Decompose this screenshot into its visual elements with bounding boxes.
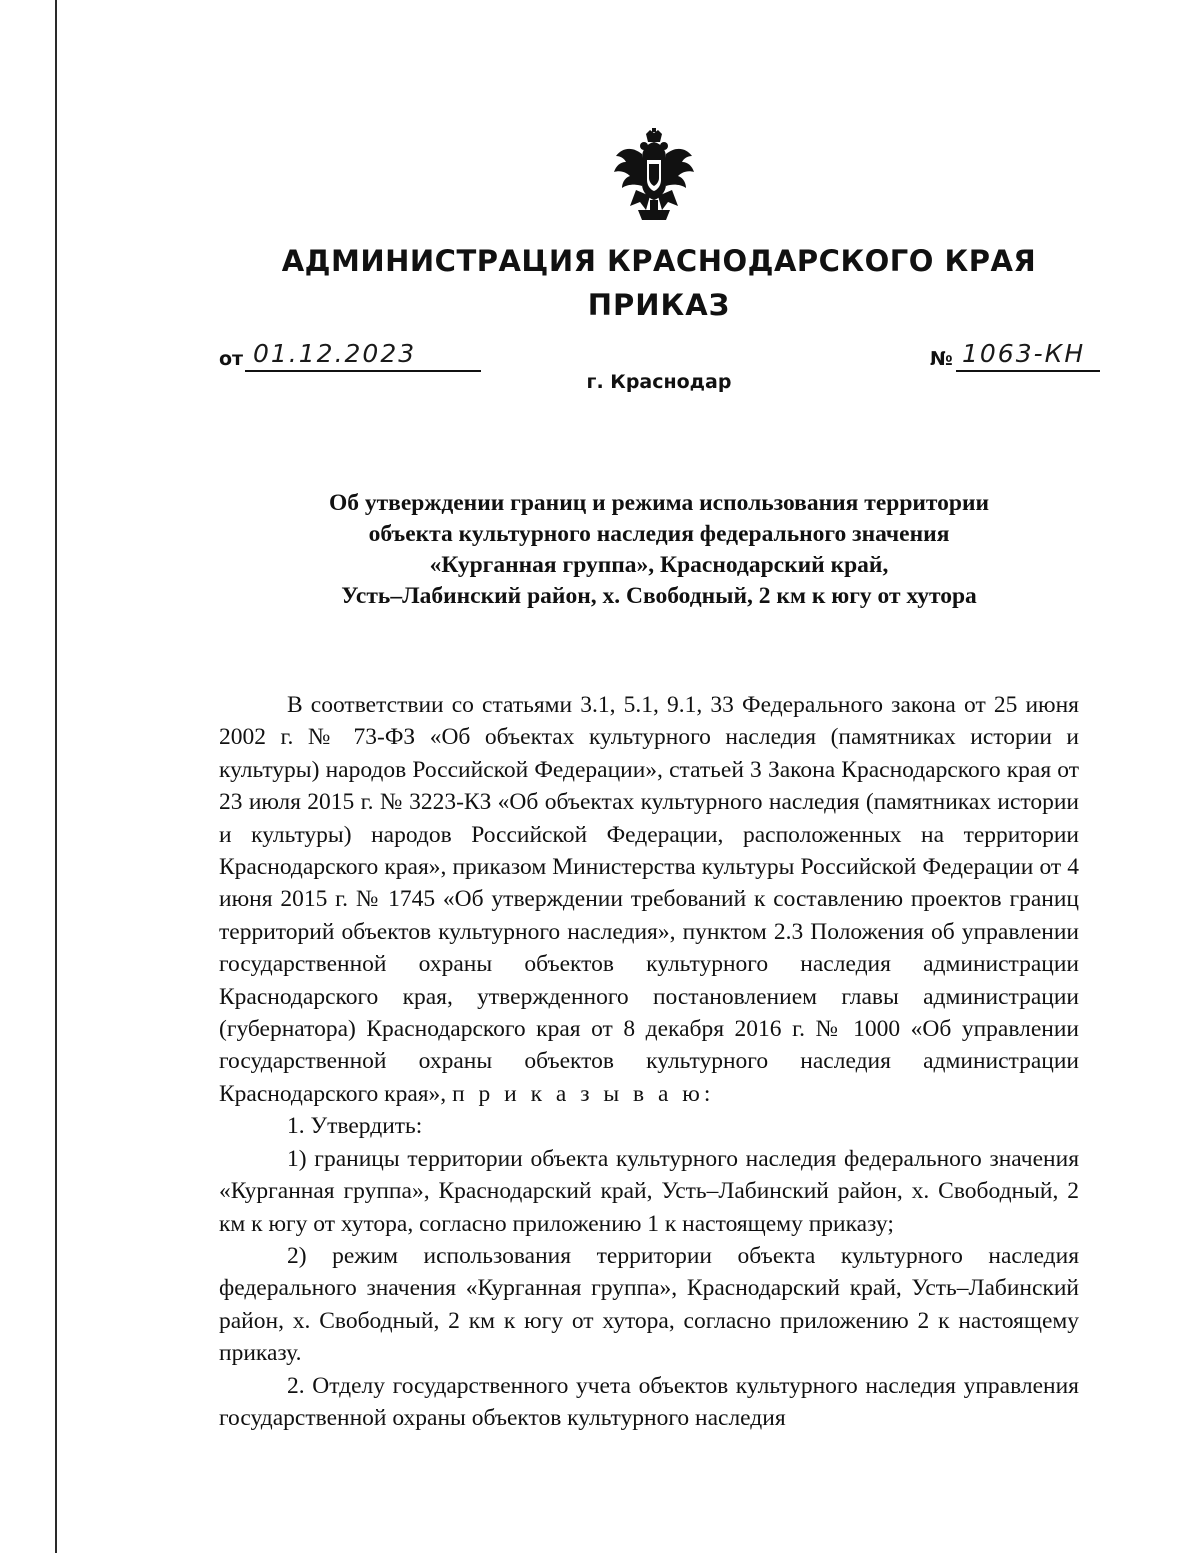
date-label: от: [219, 348, 244, 370]
title-line: Об утверждении границ и режима использования территории: [328, 490, 990, 516]
date-value: 01.12.2023: [245, 338, 481, 372]
document-title: [200, 488, 1118, 612]
preamble-paragraph: [219, 689, 1079, 1110]
document-body: [219, 689, 1079, 1434]
title-line: объекта культурного наследия федерального значения: [368, 521, 950, 547]
item-2: 2. Отделу государственного учета объектов культурного наследия управления государственной охраны объектов культурного наследия: [219, 1372, 1079, 1431]
title-line: «Курганная группа», Краснодарский край,: [429, 552, 889, 578]
item-1: 1. Утвердить:: [287, 1113, 423, 1140]
document-type: ПРИКАЗ: [587, 288, 731, 322]
order-word: п р и к а з ы в а ю:: [452, 1080, 715, 1107]
number-value: 1063-КН: [956, 338, 1100, 372]
scan-edge-line: [55, 0, 57, 1553]
krasnodar-coat-of-arms-icon: [606, 128, 702, 224]
item-1-2: 2) режим использования территории объекта культурного наследия федерального значения «Курганная группа», Краснодарский край, Усть–Лабинский район, х. Свободный, 2 км к югу от хутора, согласно приложению 2 к настоящему приказу.: [219, 1242, 1079, 1367]
number-label: №: [930, 348, 953, 370]
city: г. Краснодар: [586, 371, 732, 393]
item-1-1: 1) границы территории объекта культурного наследия федерального значения «Курганная группа», Краснодарский край, Усть–Лабинский район, х. Свободный, 2 км к югу от хутора, согласно приложению 1 к настоящему приказу;: [219, 1145, 1079, 1237]
preamble-text: В соответствии со статьями 3.1, 5.1, 9.1, 33 Федерального закона от 25 июня 2002 г. № 73-ФЗ «Об объектах культурного наследия (памятниках истории и культуры) народов Российской Федерации», статьей 3 Закона Краснодарского края от 23 июля 2015 г. № 3223-КЗ «Об объектах культурного наследия (памятниках истории и культуры) народов Российской Федерации, расположенных на территории Краснодарского края», приказом Министерства культуры Российской Федерации от 4 июня 2015 г. № 1745 «Об утверждении требований к составлению проектов границ территорий объектов культурного наследия», пунктом 2.3 Положения об управлении государственной охраны объектов культурного наследия администрации Краснодарского края, утвержденного постановлением главы администрации (губернатора) Краснодарского края от 8 декабря 2016 г. № 1000 «Об управлении государственной охраны объектов культурного наследия администрации Краснодарского края»,: [219, 692, 1079, 1107]
organization-name: АДМИНИСТРАЦИЯ КРАСНОДАРСКОГО КРАЯ: [281, 244, 1037, 278]
title-line: Усть–Лабинский район, х. Свободный, 2 км к югу от хутора: [341, 583, 977, 609]
